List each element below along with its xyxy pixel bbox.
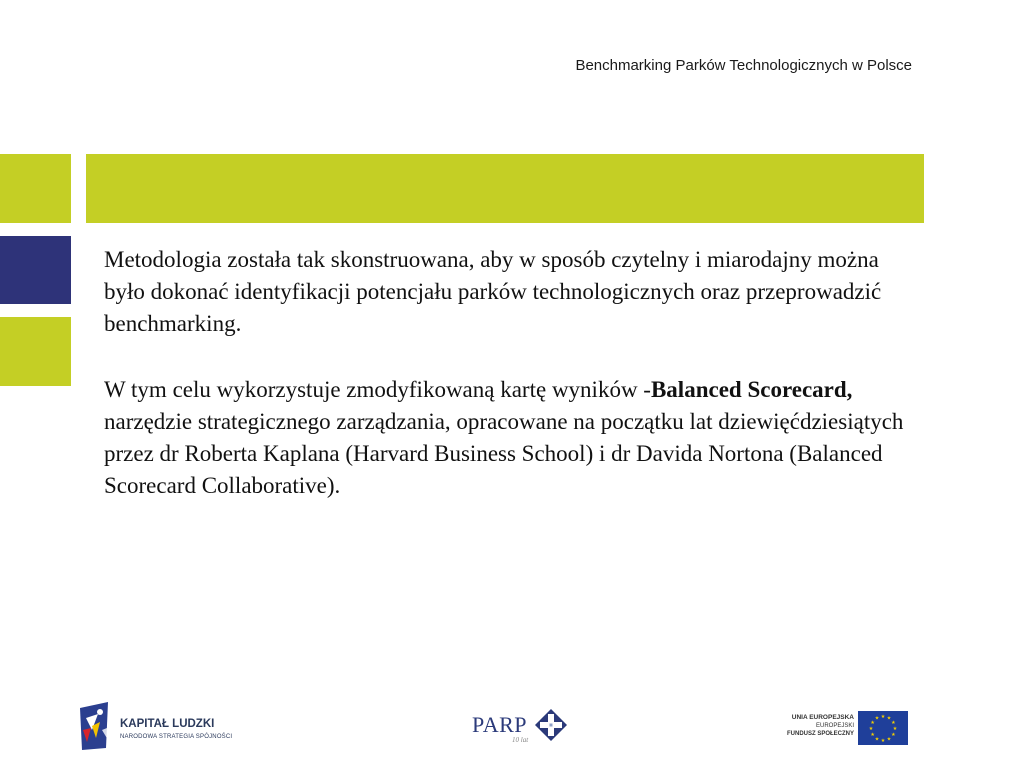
kapital-ludzki-logo (78, 700, 258, 750)
svg-text:★: ★ (870, 732, 875, 738)
eu-fund-text (778, 714, 854, 738)
parp-years: 10 lat (512, 736, 529, 744)
paragraph-methodology: Metodologia została tak skonstruowana, aby w sposób czytelny i miarodajny można było dokonać identyfikacji potencjału parków technologicznych oraz przeprowadzić benchmarking. (104, 247, 882, 336)
presentation-title: Benchmarking Parków Technologicznych w Polsce (575, 57, 912, 74)
svg-text:★: ★ (891, 732, 896, 738)
slide-body (104, 244, 904, 536)
kapital-ludzki-title: KAPITAŁ LUDZKI (120, 718, 215, 730)
svg-text:★: ★ (891, 720, 896, 726)
parp-name: PARP (472, 712, 528, 737)
eu-line-1: UNIA EUROPEJSKA (791, 714, 854, 721)
paragraph-bold-term: Balanced Scorecard, (650, 377, 853, 402)
svg-text:★: ★ (868, 726, 874, 732)
parp-logo (470, 700, 580, 750)
kapital-ludzki-subtitle: NARODOWA STRATEGIA SPÓJNOŚCI (120, 734, 233, 740)
decor-block-navy (0, 236, 71, 304)
svg-text:★: ★ (886, 715, 892, 722)
parp-diamond-icon (534, 708, 568, 742)
svg-text:★: ★ (874, 715, 880, 722)
decor-block-lime-bottom (0, 317, 71, 386)
svg-text:★: ★ (886, 736, 892, 743)
decor-block-lime-top (0, 154, 71, 223)
title-band (86, 154, 924, 223)
svg-text:★: ★ (880, 714, 886, 720)
svg-text:★: ★ (870, 720, 875, 726)
paragraph-balanced-scorecard (104, 374, 904, 502)
eu-flag-icon (858, 711, 908, 745)
eu-fund-logo (778, 700, 910, 750)
kapital-ludzki-emblem-icon (78, 700, 114, 752)
eu-line-3: FUNDUSZ SPOŁECZNY (786, 731, 854, 737)
paragraph-rest: narzędzie strategicznego zarządzania, opracowane na początku lat dziewięćdziesiątych przez dr Roberta Kaplana (Harvard Business School) i dr Davida Nortona (Balanced Scorecard Collaborative). (104, 409, 904, 498)
paragraph-lead: W tym celu wykorzystuje zmodyfikowaną kartę wyników - (104, 377, 651, 402)
svg-text:★: ★ (874, 736, 880, 743)
eu-line-2: EUROPEJSKI (815, 723, 854, 729)
svg-text:★: ★ (892, 726, 898, 732)
svg-text:★: ★ (880, 738, 886, 744)
